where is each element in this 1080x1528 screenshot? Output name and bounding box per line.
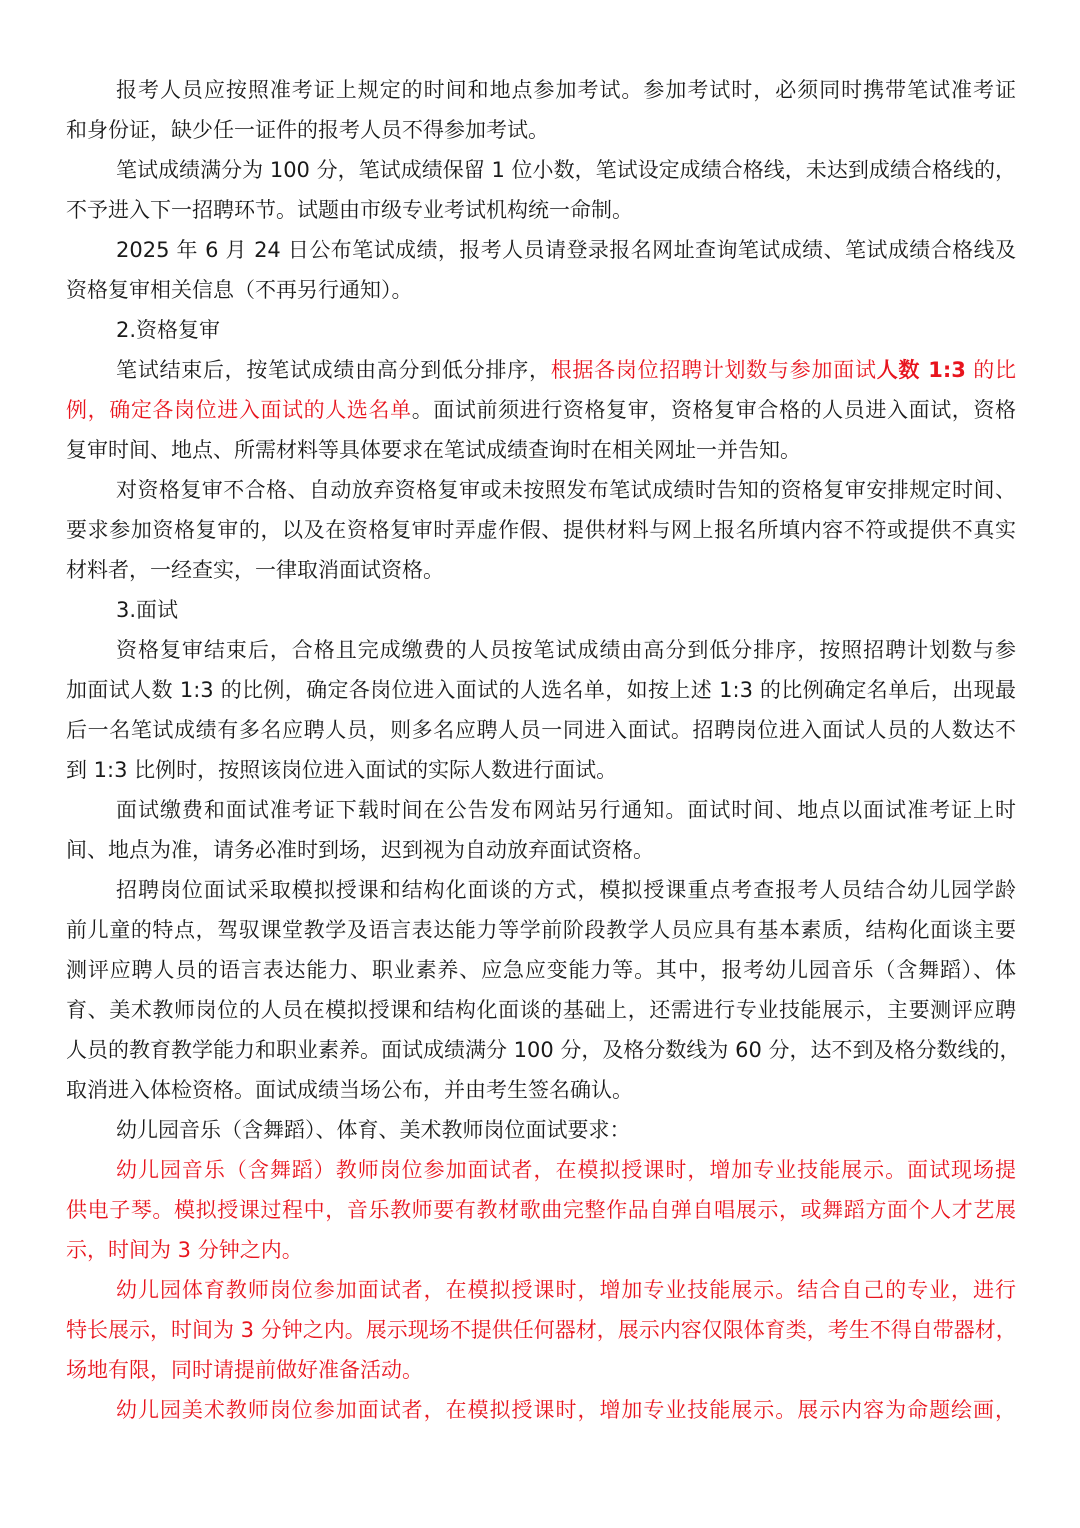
- paragraph-pe-teacher-cont: [66, 1310, 1016, 1350]
- paragraph-interview-format-cont: [66, 910, 1016, 950]
- text-line: 测评应聘人员的语言表达能力、职业素养、应急应变能力等。其中，报考幼儿园音乐（含舞蹈）、体: [66, 958, 1016, 982]
- paragraph-interview-format: [116, 870, 1016, 910]
- highlight-text: 根据各岗位招聘计划数与参加面试: [550, 358, 877, 382]
- paragraph-art-teacher: [116, 1390, 1016, 1430]
- paragraph-exam-attendance-cont: [66, 110, 1016, 150]
- text-segment: 。面试前须进行资格复审，资格复审合格的人员进入面试，资格: [411, 398, 1017, 422]
- highlight-text: 特长展示，时间为 3 分钟之内。展示现场不提供任何器材，展示内容仅限体育类，考生不得自带器材，: [66, 1318, 1017, 1342]
- paragraph-pe-teacher-cont2: [66, 1350, 1016, 1390]
- highlight-text: 供电子琴。模拟授课过程中，音乐教师要有教材歌曲完整作品自弹自唱展示，或舞蹈方面个人才艺展: [66, 1198, 1016, 1222]
- text-line: 后一名笔试成绩有多名应聘人员，则多名应聘人员一同进入面试。招聘岗位进入面试人员的人数达不: [66, 718, 1016, 742]
- paragraph-interview-ranking: [116, 630, 1016, 670]
- text-segment: 笔试结束后，按笔试成绩由高分到低分排序，: [116, 358, 551, 382]
- text-line: 资格复审结束后，合格且完成缴费的人员按笔试成绩由高分到低分排序，按照招聘计划数与参: [116, 638, 1016, 662]
- paragraph-music-teacher-cont: [66, 1190, 1016, 1230]
- heading-text: 2.资格复审: [116, 318, 221, 342]
- paragraph-disqualification-cont: [66, 510, 1016, 550]
- heading-text: 3.面试: [116, 598, 179, 622]
- paragraph-interview-format-cont3: [66, 990, 1016, 1030]
- text-line: 和身份证，缺少任一证件的报考人员不得参加考试。: [66, 118, 549, 142]
- text-line: 到 1:3 比例时，按照该岗位进入面试的实际人数进行面试。: [66, 758, 618, 782]
- paragraph-written-score-cont: [66, 190, 1016, 230]
- paragraph-review-ranking: [116, 350, 1016, 390]
- paragraph-score-release: [116, 230, 1016, 270]
- paragraph-exam-attendance: [116, 70, 1016, 110]
- paragraph-interview-format-cont5: [66, 1070, 1016, 1110]
- section-heading-qualification-review: [116, 310, 1016, 350]
- highlight-text: 的比: [965, 358, 1016, 382]
- text-line: 取消进入体检资格。面试成绩当场公布，并由考生签名确认。: [66, 1078, 633, 1102]
- text-line: 加面试人数 1:3 的比例，确定各岗位进入面试的人选名单，如按上述 1:3 的比例确定名单后，出现最: [66, 678, 1016, 702]
- text-line: 复审时间、地点、所需材料等具体要求在笔试成绩查询时在相关网址一并告知。: [66, 438, 801, 462]
- text-line: 2025 年 6 月 24 日公布笔试成绩，报考人员请登录报名网址查询笔试成绩、笔试成绩合格线及: [116, 238, 1016, 262]
- paragraph-interview-ranking-cont3: [66, 750, 1016, 790]
- paragraph-review-ranking-cont2: [66, 430, 1016, 470]
- paragraph-disqualification-cont2: [66, 550, 1016, 590]
- highlight-text: 幼儿园音乐（含舞蹈）教师岗位参加面试者，在模拟授课时，增加专业技能展示。面试现场提: [116, 1158, 1016, 1182]
- text-line: 前儿童的特点，驾驭课堂教学及语言表达能力等学前阶段教学人员应具有基本素质，结构化面谈主要: [66, 918, 1016, 942]
- paragraph-interview-fee: [116, 790, 1016, 830]
- highlight-text: 场地有限，同时请提前做好准备活动。: [66, 1358, 423, 1382]
- paragraph-music-teacher: [116, 1150, 1016, 1190]
- section-heading-interview: [116, 590, 1016, 630]
- text-line: 要求参加资格复审的，以及在资格复审时弄虚作假、提供材料与网上报名所填内容不符或提供不真实: [66, 518, 1016, 542]
- text-line: 面试缴费和面试准考证下载时间在公告发布网站另行通知。面试时间、地点以面试准考证上时: [116, 798, 1016, 822]
- text-line: 人员的教育教学能力和职业素养。面试成绩满分 100 分，及格分数线为 60 分，达不到及格分数线的，: [66, 1038, 1021, 1062]
- paragraph-score-release-cont: [66, 270, 1016, 310]
- text-line: 笔试成绩满分为 100 分，笔试成绩保留 1 位小数，笔试设定成绩合格线，未达到成绩合格线的，: [116, 158, 1016, 182]
- paragraph-music-teacher-cont2: [66, 1230, 1016, 1270]
- highlight-bold-text: 人数 1:3: [876, 358, 966, 382]
- text-line: 资格复审相关信息（不再另行通知）。: [66, 278, 413, 302]
- paragraph-interview-format-cont2: [66, 950, 1016, 990]
- paragraph-interview-fee-cont: [66, 830, 1016, 870]
- text-line: 幼儿园音乐（含舞蹈）、体育、美术教师岗位面试要求：: [116, 1118, 631, 1142]
- highlight-text: 示，时间为 3 分钟之内。: [66, 1238, 303, 1262]
- text-line: 不予进入下一招聘环节。试题由市级专业考试机构统一命制。: [66, 198, 633, 222]
- highlight-text: 例，确定各岗位进入面试的人选名单: [66, 398, 412, 422]
- paragraph-interview-format-cont4: [66, 1030, 1021, 1070]
- paragraph-disqualification: [116, 470, 1016, 510]
- text-line: 报考人员应按照准考证上规定的时间和地点参加考试。参加考试时，必须同时携带笔试准考证: [116, 78, 1016, 102]
- paragraph-written-score: [116, 150, 1016, 190]
- paragraph-special-requirements-heading: [116, 1110, 1016, 1150]
- text-line: 材料者，一经查实，一律取消面试资格。: [66, 558, 444, 582]
- paragraph-pe-teacher: [116, 1270, 1016, 1310]
- text-line: 间、地点为准，请务必准时到场，迟到视为自动放弃面试资格。: [66, 838, 654, 862]
- text-line: 对资格复审不合格、自动放弃资格复审或未按照发布笔试成绩时告知的资格复审安排规定时间、: [116, 478, 1016, 502]
- paragraph-interview-ranking-cont2: [66, 710, 1016, 750]
- paragraph-review-ranking-cont: [66, 390, 1016, 430]
- highlight-text: 幼儿园美术教师岗位参加面试者，在模拟授课时，增加专业技能展示。展示内容为命题绘画，: [116, 1398, 1016, 1422]
- text-line: 育、美术教师岗位的人员在模拟授课和结构化面谈的基础上，还需进行专业技能展示，主要测评应聘: [66, 998, 1016, 1022]
- text-line: 招聘岗位面试采取模拟授课和结构化面谈的方式，模拟授课重点考查报考人员结合幼儿园学龄: [116, 878, 1016, 902]
- highlight-text: 幼儿园体育教师岗位参加面试者，在模拟授课时，增加专业技能展示。结合自己的专业，进行: [116, 1278, 1016, 1302]
- paragraph-interview-ranking-cont: [66, 670, 1016, 710]
